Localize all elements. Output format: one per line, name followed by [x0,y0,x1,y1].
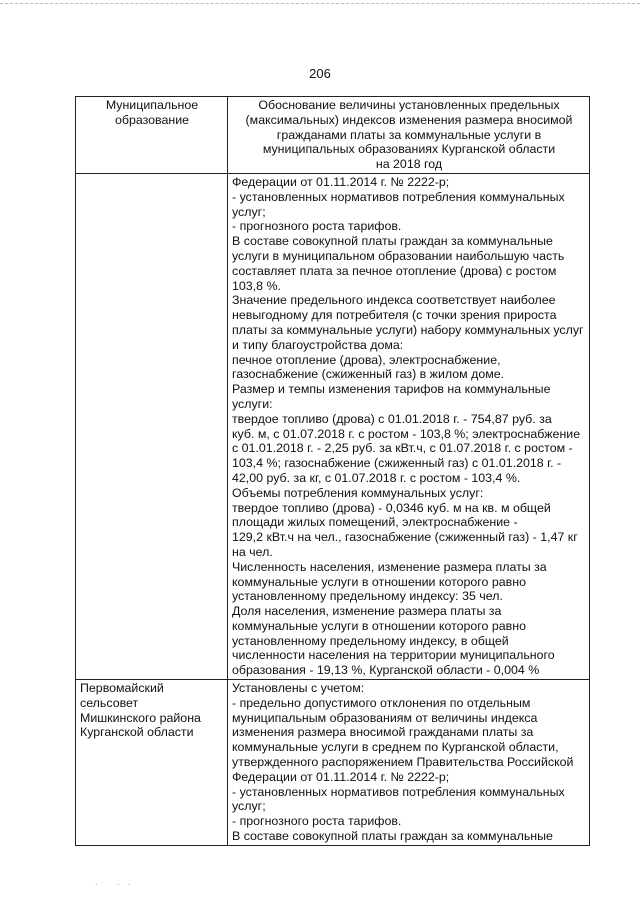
text-line: Курганской области [80,725,194,740]
text-line: - предельно допустимого отклонения по отдельным [232,695,531,710]
text-line: образования - 19,13 %, Курганской области - 0,004 % [232,663,540,678]
text-line: Значение предельного индекса соответствует наиболее [232,293,556,308]
text-line: площади жилых помещений, электроснабжение - [232,515,518,530]
justification-cell [228,680,590,846]
header-municipality-cell [76,97,228,174]
municipality-cell [76,680,228,846]
page-number: 206 [309,66,331,81]
text-line: Мишкинского района [80,710,201,725]
text-line: установленному предельному индексу: 35 чел. [232,589,503,604]
text-line: твердое топливо (дрова) - 0,0346 куб. м на кв. м общей [232,500,551,515]
header-justification-cell [228,97,590,174]
text-line: услуги: [232,396,273,411]
text-line: муниципальных образованиях Курганской области [262,142,556,157]
text-line: 129,2 кВт.ч на чел., газоснабжение (сжиженный газ) - 1,47 кг [232,530,578,545]
text-line: - прогнозного роста тарифов. [232,219,402,234]
text-line: Первомайский [80,681,164,696]
text-line: куб. м, с 01.07.2018 г. с ростом - 103,8 %; электроснабжение [232,426,581,441]
text-line: коммунальные услуги в отношении которого равно [232,574,526,589]
text-line: составляет плата за печное отопление (дрова) с ростом [232,263,557,278]
text-line: на чел. [232,544,273,559]
text-line: Объемы потребления коммунальных услуг: [232,485,484,500]
text-line: твердое топливо (дрова) с 01.01.2018 г. - 754,87 руб. за [232,411,552,426]
text-line: и типу благоустройства дома: [232,337,404,352]
text-line: на 2018 год [375,157,443,172]
text-line: численности населения на территории муниципального [232,648,555,663]
table-header-row [76,97,590,174]
text-line: услуги в муниципальном образовании наибольшую часть [232,248,565,263]
text-line: Доля населения, изменение размера платы за [232,604,502,619]
scan-artifact-line [0,3,640,4]
text-line: сельсовет [80,695,139,710]
text-line: с 01.01.2018 г. - 2,25 руб. за кВт.ч, с 01.07.2018 г. с ростом - [232,441,573,456]
text-line: Размер и темпы изменения тарифов на коммунальные [232,382,551,397]
text-line: образование [114,112,190,127]
text-line: В составе совокупной платы граждан за коммунальные [232,829,553,844]
tariff-justification-table [75,96,590,846]
text-line: невыгодному для потребителя (с точки зрения прироста [232,308,557,323]
text-line: 42,00 руб. за кг, с 01.07.2018 г. с ростом - 103,4 %. [232,470,521,485]
text-line: - установленных нормативов потребления коммунальных [232,784,565,799]
text-line: гражданами платы за коммунальные услуги в [276,127,542,142]
justification-cell [228,173,590,679]
text-line: утвержденного распоряжением Правительства Российской [232,755,574,770]
table-row [76,680,590,846]
table-row [76,173,590,679]
text-line: печное отопление (дрова), электроснабжение, [232,352,501,367]
text-line: услуг; [232,799,266,814]
text-line: платы за коммунальные услуги) набору коммунальных услуг [232,322,584,337]
text-line: Федерации от 01.11.2014 г. № 2222-р; [232,769,450,784]
text-line: Численность населения, изменение размера платы за [232,559,547,574]
text-line: Федерации от 01.11.2014 г. № 2222-р; [232,174,450,189]
text-line: Установлены с учетом: [232,681,365,696]
text-line: муниципальным образованиям от величины индекса [232,710,538,725]
text-line: установленному предельному индексу, в общей [232,633,509,648]
text-line: Обоснование величины установленных предельных [258,98,560,112]
municipality-cell [76,173,228,679]
text-line: 103,4 %; газоснабжение (сжиженный газ) с 01.01.2018 г. - [232,456,562,471]
text-line: газоснабжение (сжиженный газ) в жилом доме. [232,367,505,382]
scan-artifact-dots: . . . [95,877,134,887]
text-line: В составе совокупной платы граждан за коммунальные [232,234,553,249]
text-line: услуг; [232,204,266,219]
text-line: (максимальных) индексов изменения размера вносимой [245,112,573,127]
text-line: - установленных нормативов потребления коммунальных [232,189,565,204]
text-line: коммунальные услуги в отношении которого равно [232,618,526,633]
text-line: коммунальные услуги в среднем по Курганской области, [232,740,559,755]
text-line: Муниципальное [105,98,199,112]
text-line: - прогнозного роста тарифов. [232,814,402,829]
text-line: 103,8 %. [232,278,281,293]
text-line: изменения размера вносимой гражданами платы за [232,725,534,740]
